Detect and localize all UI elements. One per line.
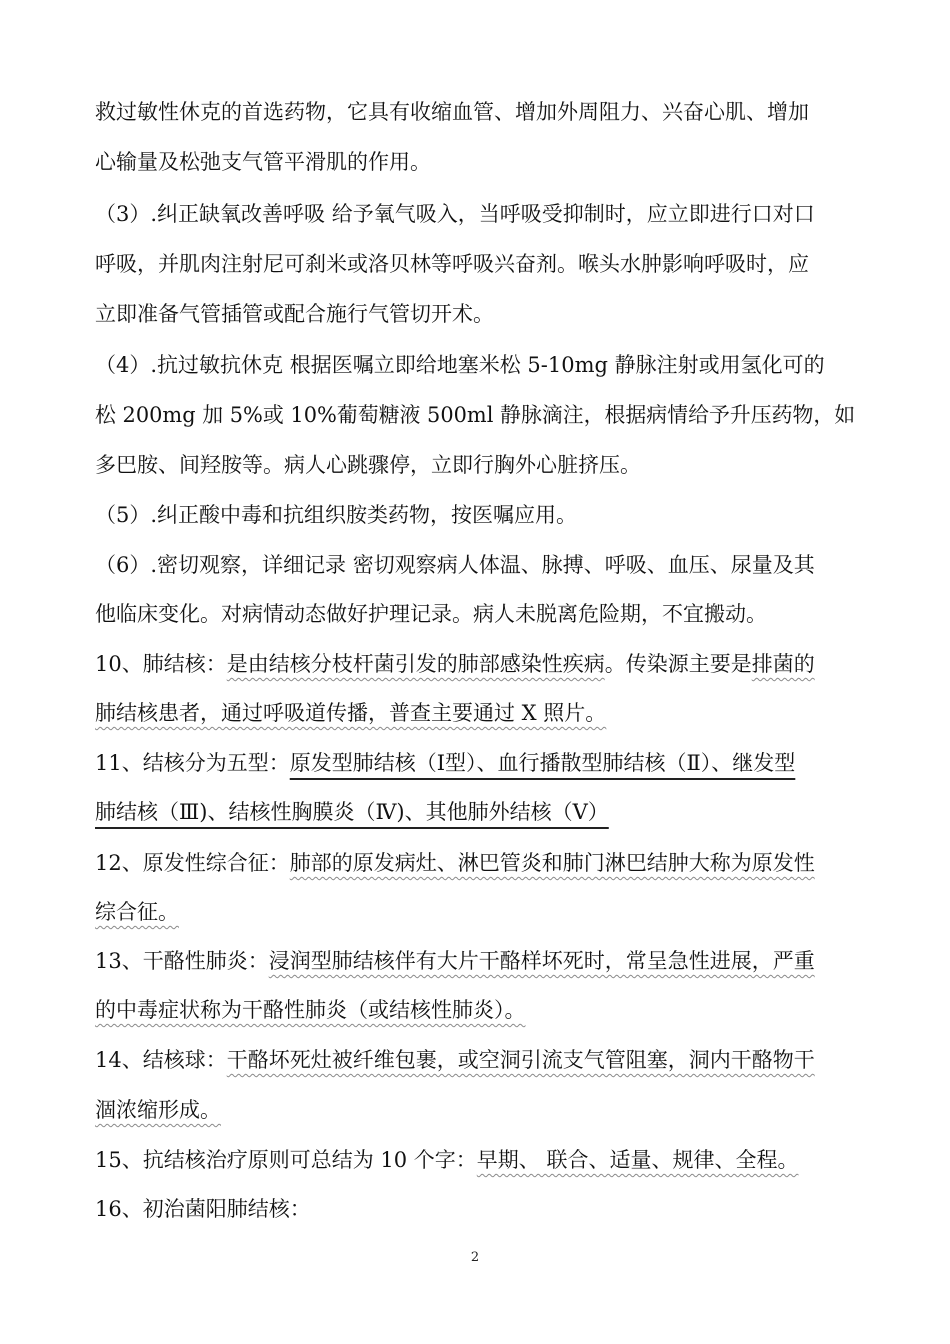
- text-line: 心输量及松弛支气管平滑肌的作用。: [95, 150, 431, 174]
- text-line: [95, 749, 795, 777]
- text-line: （4）.抗过敏抗休克 根据医嘱立即给地塞米松 5-10mg 静脉注射或用氢化可的: [95, 353, 825, 377]
- text-line: （6）.密切观察，详细记录 密切观察病人体温、脉搏、呼吸、血压、尿量及其: [95, 553, 815, 577]
- item-label: 11、结核分为五型：: [95, 751, 290, 775]
- underlined-definition: 干酪坏死灶被纤维包裹，或空洞引流支气管阻塞，洞内干酪物干: [226, 1048, 815, 1072]
- underlined-definition: 早期、 联合、适量、规律、全程。: [476, 1148, 799, 1172]
- text-line: 16、初治菌阳肺结核：: [95, 1197, 311, 1221]
- underlined-definition: 浸润型肺结核伴有大片干酪样坏死时，常呈急性进展，严重: [268, 949, 815, 973]
- item-label: 13、干酪性肺炎：: [95, 949, 269, 973]
- text-line: [95, 947, 815, 975]
- text-line: [95, 650, 815, 678]
- text-line: 多巴胺、间羟胺等。病人心跳骤停，立即行胸外心脏挤压。: [95, 453, 641, 477]
- text-line: 他临床变化。对病情动态做好护理记录。病人未脱离危险期，不宜搬动。: [95, 602, 767, 626]
- underlined-definition: 排菌的: [751, 652, 815, 676]
- text-line: [95, 1146, 798, 1174]
- text-line: （5）.纠正酸中毒和抗组织胺类药物，按医嘱应用。: [95, 503, 578, 527]
- text-line: [95, 849, 815, 877]
- text-line: [95, 1046, 815, 1074]
- text-run: 。传染源主要是: [604, 652, 752, 676]
- item-label: 14、结核球：: [95, 1048, 227, 1072]
- text-line: 肺结核患者，通过呼吸道传播，普查主要通过 X 照片。: [95, 701, 607, 725]
- underlined-definition: 是由结核分枝杆菌引发的肺部感染性疾病: [226, 652, 605, 676]
- item-label: 10、肺结核：: [95, 652, 227, 676]
- item-label: 15、抗结核治疗原则可总结为 10 个字：: [95, 1148, 477, 1172]
- underlined-definition: 原发型肺结核（Ⅰ型）、血行播散型肺结核（Ⅱ）、继发型: [289, 751, 796, 775]
- text-line: 松 200mg 加 5%或 10%葡萄糖液 500ml 静脉滴注，根据病情给予升压药物，如: [95, 403, 856, 427]
- text-line: 肺结核（Ⅲ)、结核性胸膜炎（Ⅳ)、其他肺外结核（Ⅴ）: [95, 800, 609, 824]
- text-line: 的中毒症状称为干酪性肺炎（或结核性肺炎）。: [95, 998, 526, 1022]
- text-line: （3）.纠正缺氧改善呼吸 给予氧气吸入，当呼吸受抑制时，应立即进行口对口: [95, 202, 815, 226]
- text-line: 呼吸，并肌肉注射尼可刹米或洛贝林等呼吸兴奋剂。喉头水肿影响呼吸时，应: [95, 252, 809, 276]
- text-line: 立即准备气管插管或配合施行气管切开术。: [95, 302, 494, 326]
- underlined-definition: 肺部的原发病灶、淋巴管炎和肺门淋巴结肿大称为原发性: [289, 851, 815, 875]
- item-label: 12、原发性综合征：: [95, 851, 290, 875]
- text-line: 综合征。: [95, 900, 179, 924]
- page-number: 2: [470, 1250, 480, 1265]
- text-line: 救过敏性休克的首选药物，它具有收缩血管、增加外周阻力、兴奋心肌、增加: [95, 100, 809, 124]
- text-line: 涸浓缩形成。: [95, 1098, 221, 1122]
